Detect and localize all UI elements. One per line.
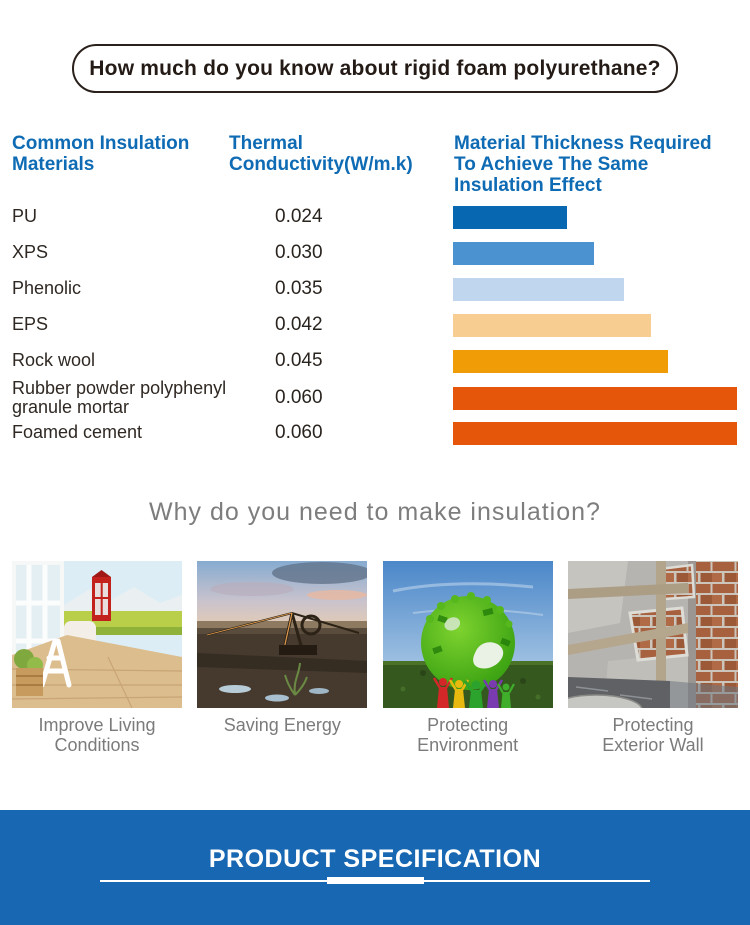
chart-header-conductivity: Thermal Conductivity(W/m.k) xyxy=(229,133,413,175)
caption-improve-living: Improve Living Conditions xyxy=(38,715,156,755)
why-caption-row xyxy=(12,715,738,755)
chart-row xyxy=(0,235,750,271)
conductivity-value: 0.035 xyxy=(275,278,323,299)
thickness-bar-track xyxy=(453,314,750,337)
protecting-environment-image xyxy=(383,561,553,708)
thickness-bar xyxy=(453,387,737,410)
green-globe-illustration xyxy=(383,561,553,708)
material-label: EPS xyxy=(12,314,49,335)
conductivity-value: 0.060 xyxy=(275,422,323,443)
interior-illustration xyxy=(12,561,182,708)
coal-mine-illustration xyxy=(197,561,367,708)
chart-row xyxy=(0,271,750,307)
chart-row xyxy=(0,199,750,235)
chart-row xyxy=(0,307,750,343)
thickness-bar-track xyxy=(453,242,750,265)
chart-header-materials: Common Insulation Materials xyxy=(12,133,190,175)
caption-saving-energy: Saving Energy xyxy=(223,715,341,735)
chart-row xyxy=(0,343,750,379)
product-specification-banner xyxy=(0,810,750,925)
chart-row xyxy=(0,415,750,451)
caption-protecting-wall: Protecting Exterior Wall xyxy=(602,715,704,755)
thickness-bar xyxy=(453,350,668,373)
thickness-bar xyxy=(453,206,567,229)
damaged-wall-illustration xyxy=(568,561,738,708)
material-label: Rock wool xyxy=(12,350,96,371)
question-pill xyxy=(72,44,678,93)
thickness-bar-track xyxy=(453,350,750,373)
protecting-wall-image xyxy=(568,561,738,708)
banner-underline-accent xyxy=(327,877,424,884)
thickness-bar-track xyxy=(453,278,750,301)
thickness-bar-track xyxy=(453,387,750,410)
why-image-row xyxy=(12,561,738,708)
material-label: PU xyxy=(12,206,38,227)
conductivity-value: 0.045 xyxy=(275,350,323,371)
chart-row xyxy=(0,378,750,418)
why-section-title: Why do you need to make insulation? xyxy=(149,498,601,526)
caption-protecting-environment: Protecting Environment xyxy=(417,715,519,755)
improve-living-image xyxy=(12,561,182,708)
thickness-bar xyxy=(453,422,737,445)
thickness-bar-track xyxy=(453,422,750,445)
thickness-bar xyxy=(453,314,651,337)
material-label: Rubber powder polyphenyl granule mortar xyxy=(12,378,227,418)
chart-header-row xyxy=(0,133,750,196)
conductivity-value: 0.042 xyxy=(275,314,323,335)
conductivity-value: 0.024 xyxy=(275,206,323,227)
thickness-bar xyxy=(453,278,624,301)
banner-title: PRODUCT SPECIFICATION xyxy=(208,845,542,873)
material-label: Phenolic xyxy=(12,278,82,299)
material-label: Foamed cement xyxy=(12,422,143,443)
question-text: How much do you know about rigid foam polyurethane? xyxy=(89,56,661,80)
thickness-bar xyxy=(453,242,594,265)
saving-energy-image xyxy=(197,561,367,708)
material-label: XPS xyxy=(12,242,49,263)
chart-rows xyxy=(0,199,750,451)
thickness-bar-track xyxy=(453,206,750,229)
conductivity-value: 0.060 xyxy=(275,387,323,409)
chart-header-thickness: Material Thickness Required To Achieve The Same Insulation Effect xyxy=(454,133,712,196)
conductivity-value: 0.030 xyxy=(275,242,323,263)
